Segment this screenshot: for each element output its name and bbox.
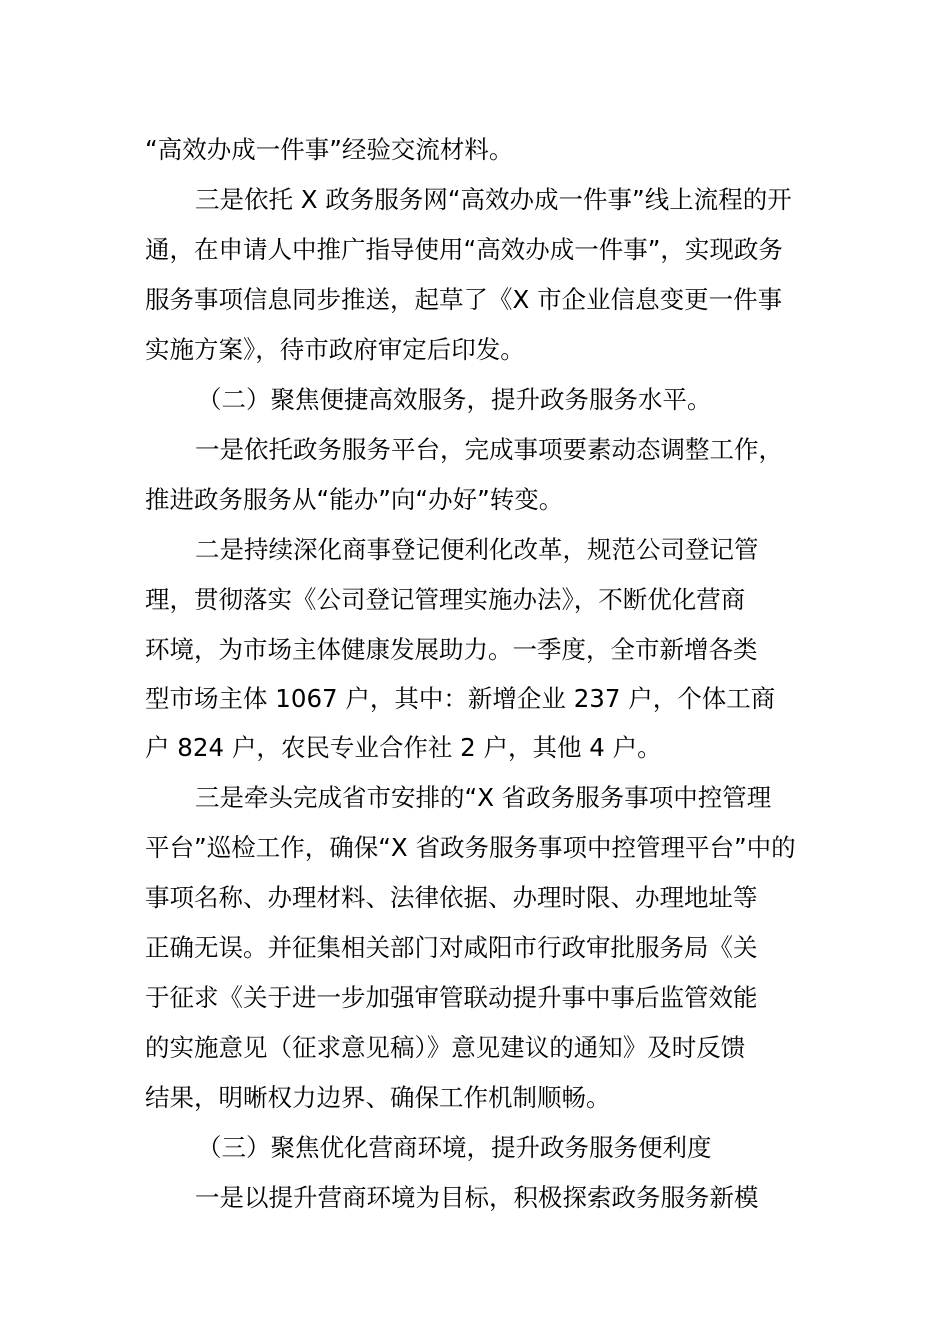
paragraph-line: 实施方案》，待市政府审定后印发。 bbox=[145, 335, 525, 364]
paragraph-line: 的实施意见（征求意见稿）》意见建议的通知》及时反馈 bbox=[145, 1033, 746, 1062]
paragraph-line: 一是以提升营商环境为目标，积极探索政务服务新模 bbox=[195, 1183, 759, 1212]
paragraph-line: 户 824 户，农民专业合作社 2 户，其他 4 户。 bbox=[145, 733, 662, 762]
section-heading: （三）聚焦优化营商环境，提升政务服务便利度 bbox=[197, 1133, 712, 1162]
paragraph-line: 二是持续深化商事登记便利化改革，规范公司登记管 bbox=[195, 535, 759, 564]
paragraph-line: 推进政务服务从“能办”向“办好”转变。 bbox=[145, 485, 564, 514]
paragraph-line: “高效办成一件事”经验交流材料。 bbox=[145, 135, 514, 164]
paragraph-line: 正确无误。并征集相关部门对咸阳市行政审批服务局《关 bbox=[145, 933, 758, 962]
paragraph-line: 通，在申请人中推广指导使用“高效办成一件事”，实现政务 bbox=[145, 235, 783, 264]
paragraph-line: 一是依托政务服务平台，完成事项要素动态调整工作， bbox=[195, 435, 783, 464]
paragraph-line: 理，贯彻落实《公司登记管理实施办法》，不断优化营商 bbox=[145, 585, 746, 614]
paragraph-line: 型市场主体 1067 户，其中：新增企业 237 户，个体工商 bbox=[145, 684, 776, 713]
paragraph-line: 事项名称、办理材料、法律依据、办理时限、办理地址等 bbox=[145, 883, 758, 912]
paragraph-line: 结果，明晰权力边界、确保工作机制顺畅。 bbox=[145, 1083, 611, 1112]
paragraph-line: 平台”巡检工作，确保“X 省政务服务事项中控管理平台”中的 bbox=[145, 833, 796, 862]
paragraph-line: 三是牵头完成省市安排的“X 省政务服务事项中控管理 bbox=[195, 783, 772, 812]
paragraph-line: 三是依托 X 政务服务网“高效办成一件事”线上流程的开 bbox=[195, 185, 792, 214]
paragraph-line: 环境，为市场主体健康发展助力。一季度，全市新增各类 bbox=[145, 635, 758, 664]
paragraph-line: 服务事项信息同步推送，起草了《X 市企业信息变更一件事 bbox=[145, 285, 783, 314]
paragraph-line: 于征求《关于进一步加强审管联动提升事中事后监管效能 bbox=[145, 983, 758, 1012]
section-heading: （二）聚焦便捷高效服务，提升政务服务水平。 bbox=[197, 385, 712, 414]
